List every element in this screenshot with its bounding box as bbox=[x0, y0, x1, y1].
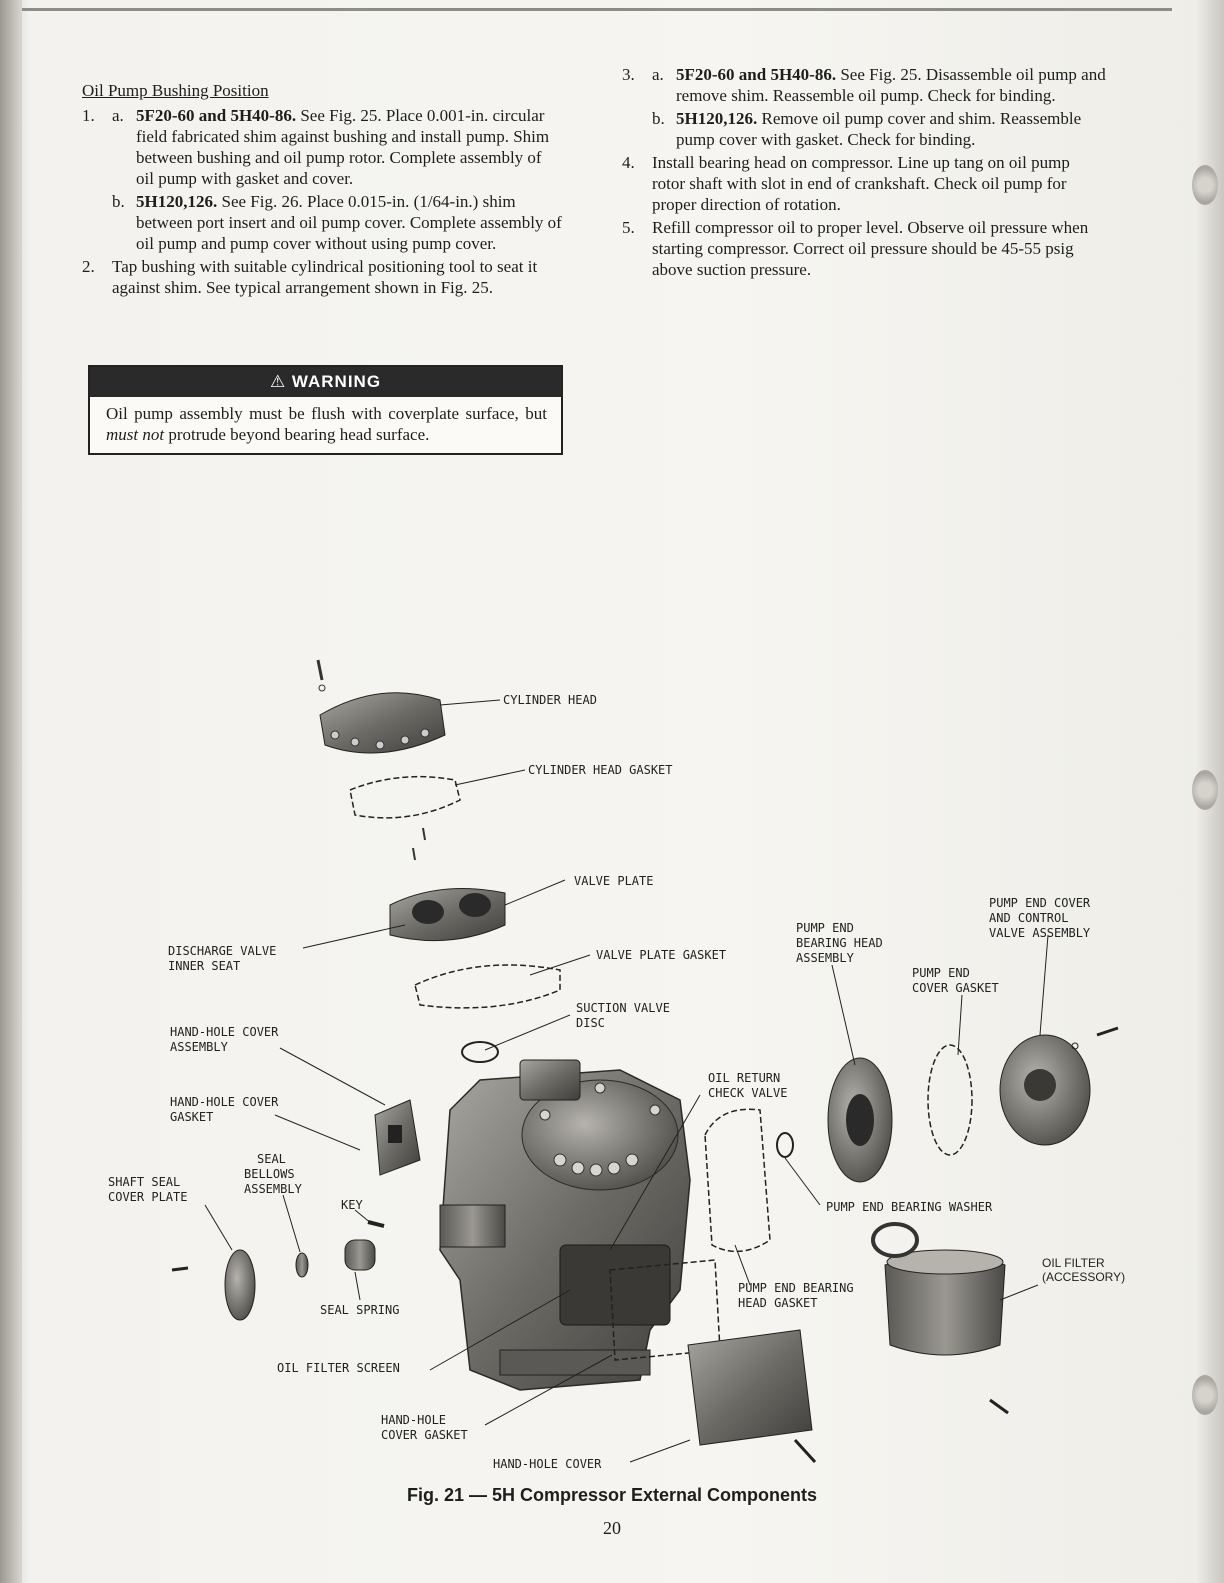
page-number: 20 bbox=[603, 1518, 621, 1538]
step-3: 3. a. 5F20-60 and 5H40-86. See Fig. 25. Disassemble oil pump and remove shim. Reassemble oil pump. Check for binding. b. 5H120,126. Remove oil pump cover and shim. Reassemble pump cover with gasket. Check for binding. bbox=[622, 65, 1106, 149]
label-handhole-cover: HAND-HOLE COVER bbox=[493, 1457, 602, 1471]
valve-plate-gasket bbox=[415, 965, 560, 1008]
label-shaft-seal: SHAFT SEAL bbox=[108, 1175, 181, 1189]
seal-spring bbox=[345, 1240, 375, 1270]
label-pump-end-bearing-washer: PUMP END BEARING WASHER bbox=[826, 1200, 993, 1214]
step-2: 2. Tap bushing with suitable cylindrical positioning tool to seat it against shim. See typical arrangement shown in Fig. 25. bbox=[82, 257, 538, 297]
label-bearing-head-gasket: PUMP END BEARING bbox=[738, 1281, 854, 1295]
pump-end-cover bbox=[1000, 1035, 1090, 1145]
label-oil-filter-screen: OIL FILTER SCREEN bbox=[277, 1361, 400, 1375]
label-valve-plate: VALVE PLATE bbox=[574, 874, 654, 888]
label-handhole-cover-gasket-2: GASKET bbox=[170, 1110, 214, 1124]
label-seal-spring: SEAL SPRING bbox=[320, 1303, 400, 1317]
label-pump-end-bearing-head-3: ASSEMBLY bbox=[796, 951, 854, 965]
label-oil-return-2: CHECK VALVE bbox=[708, 1086, 788, 1100]
section-heading: Oil Pump Bushing Position bbox=[82, 81, 269, 100]
label-pump-end-cover-3: VALVE ASSEMBLY bbox=[989, 926, 1091, 940]
label-pump-end-bearing-head: PUMP END bbox=[796, 921, 854, 935]
step-1a: a. 5F20-60 and 5H40-86. See Fig. 25. Place 0.001-in. circular field fabricated shim against bushing and install pump. Shim between bushing and oil pump rotor. Complete assembly of oil pump with gasket and cover. bbox=[112, 106, 550, 188]
label-handhole-bottom: HAND-HOLE bbox=[381, 1413, 447, 1427]
shaft-seal-cover-plate bbox=[225, 1250, 255, 1320]
pump-end-bearing-head bbox=[828, 1058, 892, 1182]
step-1b: b. 5H120,126. See Fig. 26. Place 0.015-in. (1/64-in.) shim between port insert and oil pump cover. Complete assembly of oil pump and pump cover without using pump cover. bbox=[112, 192, 562, 253]
label-seal-bellows-3: ASSEMBLY bbox=[244, 1182, 302, 1196]
label-handhole-bottom-2: COVER GASKET bbox=[381, 1428, 468, 1442]
label-suction-valve-2: DISC bbox=[576, 1016, 605, 1030]
step-3b: b. 5H120,126. Remove oil pump cover and shim. Reassemble pump cover with gasket. Check for binding. bbox=[652, 109, 1082, 149]
compressor-body bbox=[440, 1060, 690, 1390]
label-pump-end-bearing-head-2: BEARING HEAD bbox=[796, 936, 883, 950]
cylinder-head-gasket bbox=[350, 777, 460, 818]
warning-title: ⚠ WARNING bbox=[90, 367, 561, 397]
label-handhole-cover-gasket: HAND-HOLE COVER bbox=[170, 1095, 279, 1109]
label-handhole-cover-assembly-2: ASSEMBLY bbox=[170, 1040, 228, 1054]
cylinder-head bbox=[318, 660, 445, 753]
label-pump-end-cover-gasket-2: COVER GASKET bbox=[912, 981, 999, 995]
label-bearing-head-gasket-2: HEAD GASKET bbox=[738, 1296, 818, 1310]
label-discharge-valve: DISCHARGE VALVE bbox=[168, 944, 277, 958]
handhole-cover-assembly bbox=[375, 1100, 420, 1175]
handhole-cover bbox=[688, 1330, 812, 1445]
label-cylinder-head: CYLINDER HEAD bbox=[503, 693, 597, 707]
label-shaft-seal-2: COVER PLATE bbox=[108, 1190, 188, 1204]
label-suction-valve: SUCTION VALVE bbox=[576, 1001, 670, 1015]
label-valve-plate-gasket: VALVE PLATE GASKET bbox=[596, 948, 727, 962]
valve-plate bbox=[390, 889, 505, 941]
pump-end-bearing-washer bbox=[777, 1133, 793, 1157]
label-seal-bellows: SEAL bbox=[257, 1152, 286, 1166]
figure-caption: Fig. 21 — 5H Compressor External Components bbox=[406, 1485, 818, 1505]
label-pump-end-cover-2: AND CONTROL bbox=[989, 911, 1069, 925]
label-key: KEY bbox=[341, 1198, 363, 1212]
label-oil-filter: OIL FILTER bbox=[1042, 1256, 1105, 1270]
label-handhole-cover-assembly: HAND-HOLE COVER bbox=[170, 1025, 279, 1039]
label-pump-end-cover: PUMP END COVER bbox=[989, 896, 1091, 910]
pump-end-bearing-head-gasket bbox=[705, 1109, 770, 1251]
label-oil-filter-2: (ACCESSORY) bbox=[1042, 1270, 1126, 1284]
label-seal-bellows-2: BELLOWS bbox=[244, 1167, 295, 1181]
label-discharge-valve-2: INNER SEAT bbox=[168, 959, 241, 973]
pump-end-cover-gasket bbox=[928, 1045, 972, 1155]
label-cylinder-head-gasket: CYLINDER HEAD GASKET bbox=[528, 763, 673, 777]
label-pump-end-cover-gasket: PUMP END bbox=[912, 966, 970, 980]
step-1: 1. a. 5F20-60 and 5H40-86. See Fig. 25. Place 0.001-in. circular field fabricated shim against bushing and install pump. Shim between bushing and oil pump rotor. Complete assembly of oil pump with gasket and cover. b. 5H120,126. See Fig. 26. Place 0.015-in. (1/64-in.) shim between port insert and oil pump cover. Complete assembly of oil pump and pump cover without using pump cover. bbox=[82, 106, 562, 253]
suction-valve-disc bbox=[462, 1042, 498, 1062]
step-4: 4. Install bearing head on compressor. Line up tang on oil pump rotor shaft with slot in end of crankshaft. Check oil pump for proper direction of rotation. bbox=[622, 153, 1070, 214]
warning-text: Oil pump assembly must be flush with coverplate surface, but must not protrude beyond bearing head surface. bbox=[106, 404, 547, 444]
step-5: 5. Refill compressor oil to proper level. Observe oil pressure when starting compressor. Correct oil pressure should be 45-55 psig above suction pressure. bbox=[622, 218, 1089, 279]
oil-filter bbox=[873, 1224, 1005, 1355]
step-3a: a. 5F20-60 and 5H40-86. See Fig. 25. Disassemble oil pump and remove shim. Reassemble oil pump. Check for binding. bbox=[652, 65, 1106, 105]
seal-bellows bbox=[296, 1253, 308, 1277]
label-oil-return: OIL RETURN bbox=[708, 1071, 781, 1085]
